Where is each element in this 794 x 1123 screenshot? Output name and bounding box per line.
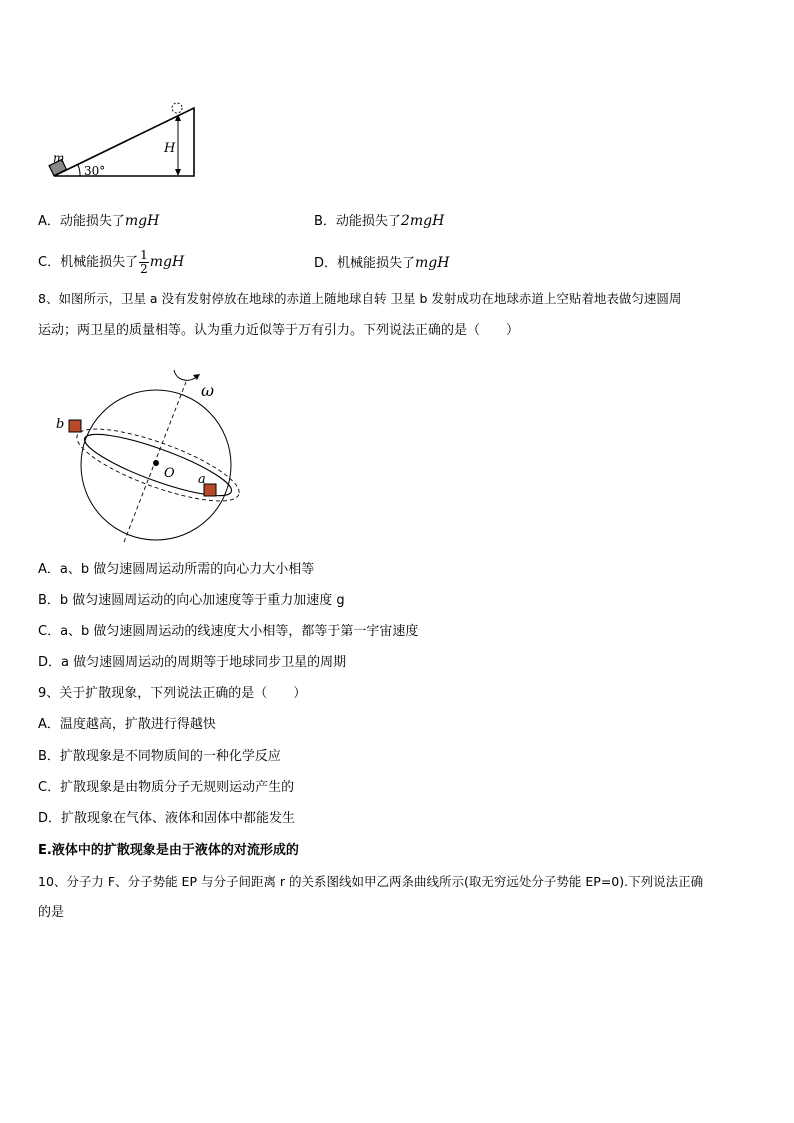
q7-option-c xyxy=(38,248,184,277)
q9-option-e: E.液体中的扩散现象是由于液体的对流形成的 xyxy=(38,843,299,858)
q7-option-d xyxy=(314,254,449,273)
q8-stem-line1: 8、如图所示，卫星 a 没有发射停放在地球的赤道上随地球自转 卫星 b 发射成功在地球赤道上空贴着地表做匀速圆周 xyxy=(38,291,682,306)
satellite-b-label: b xyxy=(56,417,65,432)
q7-option-b-formula: 2mgH xyxy=(400,213,445,229)
mass-label: m xyxy=(53,151,65,165)
q8-option-c: C．a、b 做匀速圆周运动的线速度大小相等，都等于第一宇宙速度 xyxy=(38,624,419,639)
fraction-denominator: 2 xyxy=(140,262,148,276)
q7-option-c-label: C．机械能损失了 xyxy=(38,255,139,270)
q7-option-a-formula: mgH xyxy=(124,213,160,229)
q7-option-a xyxy=(38,212,159,231)
q10-stem-line2: 的是 xyxy=(38,905,65,920)
fraction-numerator: 1 xyxy=(140,248,148,262)
angle-arc xyxy=(78,165,80,176)
q7-option-b xyxy=(314,212,444,231)
q7-option-c-fraction xyxy=(139,249,149,276)
q8-stem-line2: 运动；两卫星的质量相等。认为重力近似等于万有引力。下列说法正确的是（ ） xyxy=(38,323,520,338)
satellite-b xyxy=(69,420,81,432)
q9-option-d: D．扩散现象在气体、液体和固体中都能发生 xyxy=(38,811,296,826)
q9-option-a: A．温度越高，扩散进行得越快 xyxy=(38,717,216,732)
center-dot xyxy=(153,460,159,466)
satellite-a xyxy=(204,484,216,496)
q8-option-b: B．b 做匀速圆周运动的向心加速度等于重力加速度 g xyxy=(38,593,345,608)
q7-option-b-label: B．动能损失了 xyxy=(314,214,401,229)
center-label: O xyxy=(164,466,175,481)
satellite-a-label: a xyxy=(198,472,206,487)
q9-stem: 9、关于扩散现象，下列说法正确的是（ ） xyxy=(38,686,307,701)
height-arrow-head-bottom xyxy=(175,169,181,176)
height-label: H xyxy=(164,141,176,156)
q8-option-a: A．a、b 做匀速圆周运动所需的向心力大小相等 xyxy=(38,562,315,577)
q10-stem-line1: 10、分子力 F、分子势能 EP 与分子间距离 r 的关系图线如甲乙两条曲线所示(取无穷远处分子势能 EP=0).下列说法正确 xyxy=(38,874,704,889)
incline-figure xyxy=(44,98,204,184)
q7-option-d-label: D．机械能损失了 xyxy=(314,256,416,271)
q7-option-d-formula: mgH xyxy=(415,255,450,271)
q7-option-a-label: A．动能损失了 xyxy=(38,214,125,229)
q7-option-c-formula: mgH xyxy=(149,254,185,270)
top-ball xyxy=(172,103,182,113)
earth-satellite-figure xyxy=(54,362,254,547)
q8-option-d: D．a 做匀速圆周运动的周期等于地球同步卫星的周期 xyxy=(38,655,347,670)
q9-option-c: C．扩散现象是由物质分子无规则运动产生的 xyxy=(38,780,295,795)
angle-label: 30° xyxy=(84,164,106,178)
omega-label: ω xyxy=(201,381,215,400)
q9-option-b: B．扩散现象是不同物质间的一种化学反应 xyxy=(38,749,281,764)
